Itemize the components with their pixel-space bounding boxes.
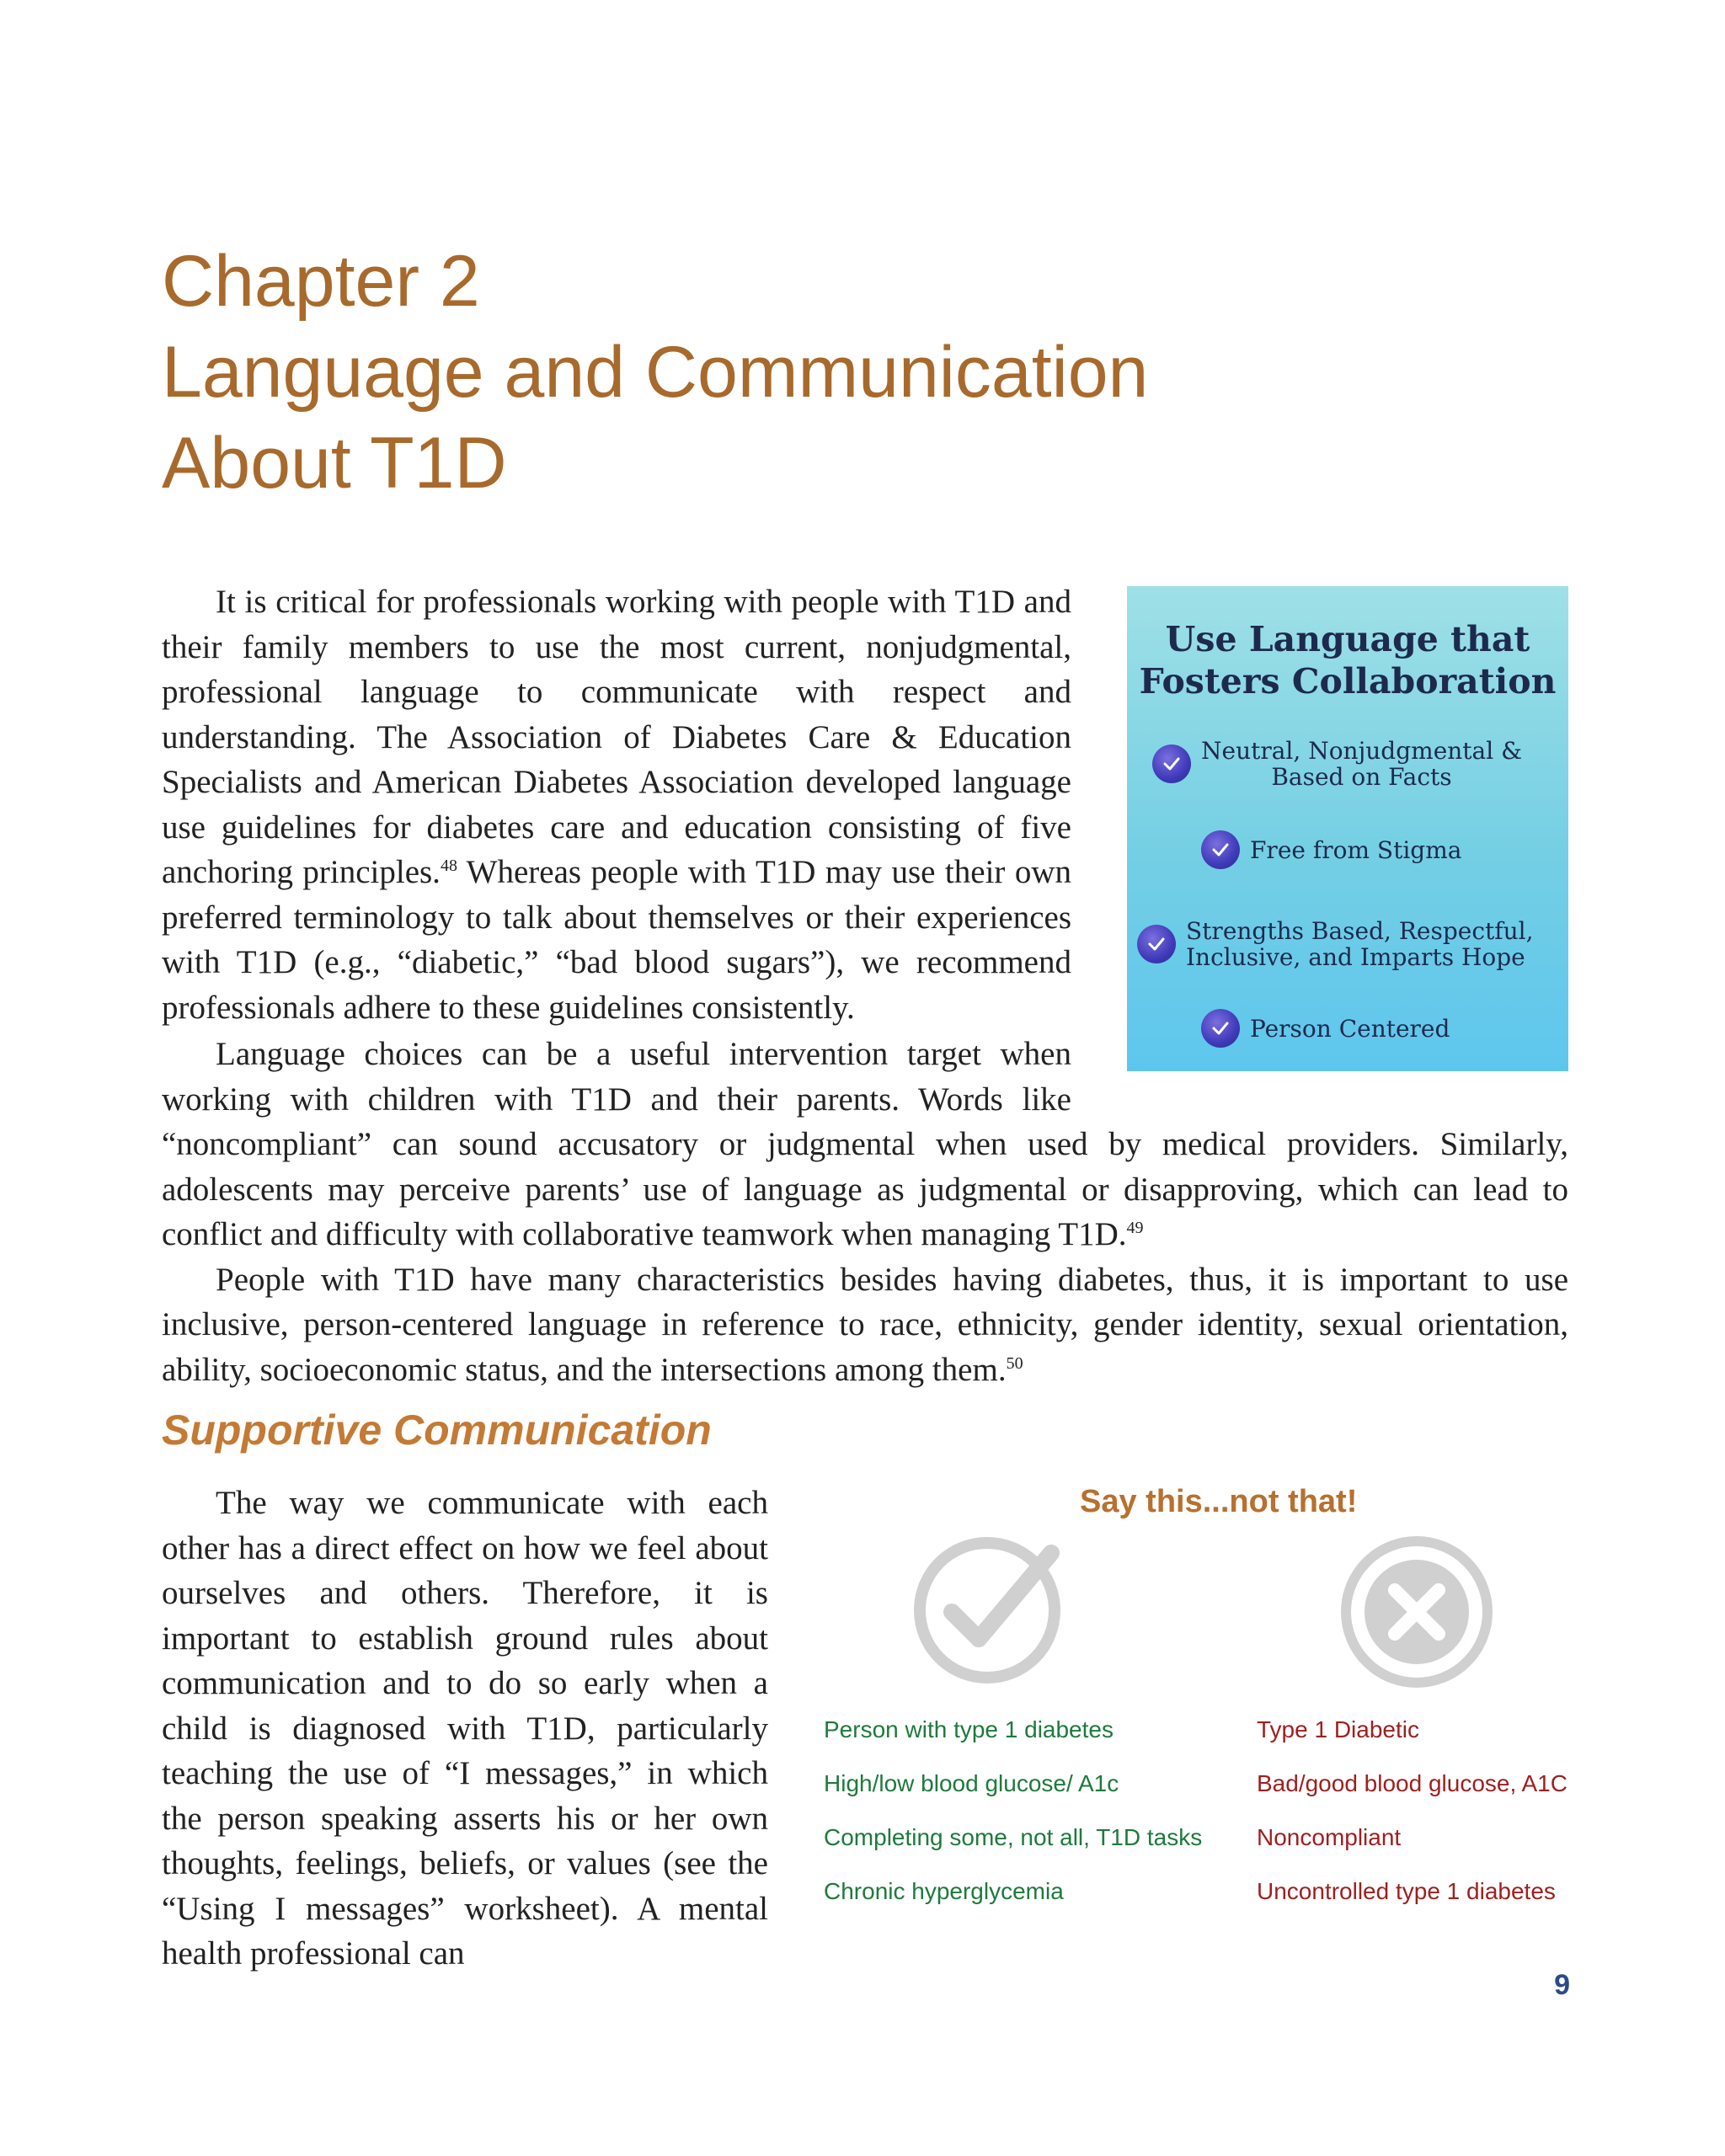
say-item: Completing some, not all, T1D tasks <box>824 1824 1203 1850</box>
footnote-ref-49: 49 <box>1126 1219 1144 1237</box>
chapter-number: Chapter 2 <box>162 241 480 322</box>
intro-paragraph-3 <box>162 1257 1568 1393</box>
intro-paragraph-1-text-cont: Whereas people with T1D may use their own preferred terminology to talk about themselves or their experiences with T1D (e.g., “diabetic,” “bad blood sugars”), we recommend professionals adhere to these guidelines consistently. <box>162 854 1072 1026</box>
intro-paragraph-3-text: People with T1D have many characteristics besides having diabetes, thus, it is important to use inclusive, person-centered language in reference to race, ethnicity, gender identity, sexual orientation, ability, socioeconomic status, and the intersections among them. <box>162 1261 1568 1388</box>
callout-title-line-2: Fosters Collaboration <box>1139 661 1557 702</box>
say-item: High/low blood glucose/ A1c <box>824 1770 1119 1796</box>
callout-item-label <box>1186 918 1534 970</box>
say-this-title: Say this...not that! <box>1080 1484 1358 1519</box>
say-item: Chronic hyperglycemia <box>824 1878 1064 1904</box>
supportive-paragraph: The way we communicate with each other has a direct effect on how we feel about ourselves and others. Therefore, it is important to establish ground rules about communication and to do so early when a child is diagnosed with T1D, particularly teaching the use of “I messages,” in which the person speaking asserts his or her own thoughts, feelings, beliefs, or values (see the “Using I messages” worksheet). A mental health professional can <box>162 1485 768 1972</box>
not-item: Noncompliant <box>1257 1824 1402 1850</box>
intro-paragraph-2-text: Language choices can be a useful intervention target when working with children with T1D and their parents. Words like “noncompliant” can sound accusatory or judgmental when used by medical providers. Similarly, adolescents may perceive parents’ use of language as judgmental or disapproving, which can lead to conflict and difficulty with collaborative teamwork when managing T1D. <box>162 1036 1568 1252</box>
check-icon <box>1201 830 1240 869</box>
check-circle-icon <box>911 1534 1063 1689</box>
callout-item-line-1: Strengths Based, Respectful, <box>1186 917 1534 945</box>
callout-item-label: Free from Stigma <box>1250 835 1462 864</box>
x-circle-icon <box>1339 1534 1494 1693</box>
callout-item-label <box>1201 738 1522 790</box>
callout-item-label: Person Centered <box>1250 1014 1450 1043</box>
footnote-ref-50: 50 <box>1006 1353 1023 1373</box>
not-item: Type 1 Diabetic <box>1257 1716 1419 1742</box>
chapter-title <box>162 236 1509 509</box>
footnote-ref-48: 48 <box>440 857 457 875</box>
chapter-title-line-1: Language and Communication <box>162 332 1149 413</box>
callout-title-line-1: Use Language that <box>1165 619 1530 659</box>
not-item: Uncontrolled type 1 diabetes <box>1257 1878 1556 1904</box>
check-icon <box>1137 925 1176 963</box>
intro-paragraph-1-text: It is critical for professionals working with people with T1D and their family members to use the most current, nonjudgmental, professional language to communicate with respect and understanding. The Association of Diabetes Care & Education Specialists and American Diabetes Association developed language use guidelines for diabetes care and education consisting of five anchoring principles. <box>162 584 1071 890</box>
callout-spacer <box>1071 1032 1568 1099</box>
check-icon <box>1152 744 1191 783</box>
callout-item-line-2: Inclusive, and Imparts Hope <box>1186 943 1525 971</box>
callout-item-strengths <box>1137 918 1534 970</box>
page-number: 9 <box>1554 1969 1570 2001</box>
language-callout-box <box>1127 586 1568 1071</box>
not-item: Bad/good blood glucose, A1C <box>1257 1770 1567 1796</box>
callout-item-stigma <box>1201 830 1461 869</box>
intro-paragraph-1 <box>162 579 1071 1030</box>
say-item: Person with type 1 diabetes <box>824 1716 1114 1742</box>
callout-item-neutral <box>1152 738 1522 790</box>
chapter-title-line-2: About T1D <box>162 423 507 504</box>
intro-paragraph-2-wrap <box>162 1032 1568 1392</box>
callout-item-line-1: Neutral, Nonjudgmental & <box>1201 737 1523 765</box>
callout-item-line-2: Based on Facts <box>1271 763 1452 791</box>
section-heading: Supportive Communication <box>162 1406 712 1454</box>
callout-title <box>1127 618 1568 702</box>
